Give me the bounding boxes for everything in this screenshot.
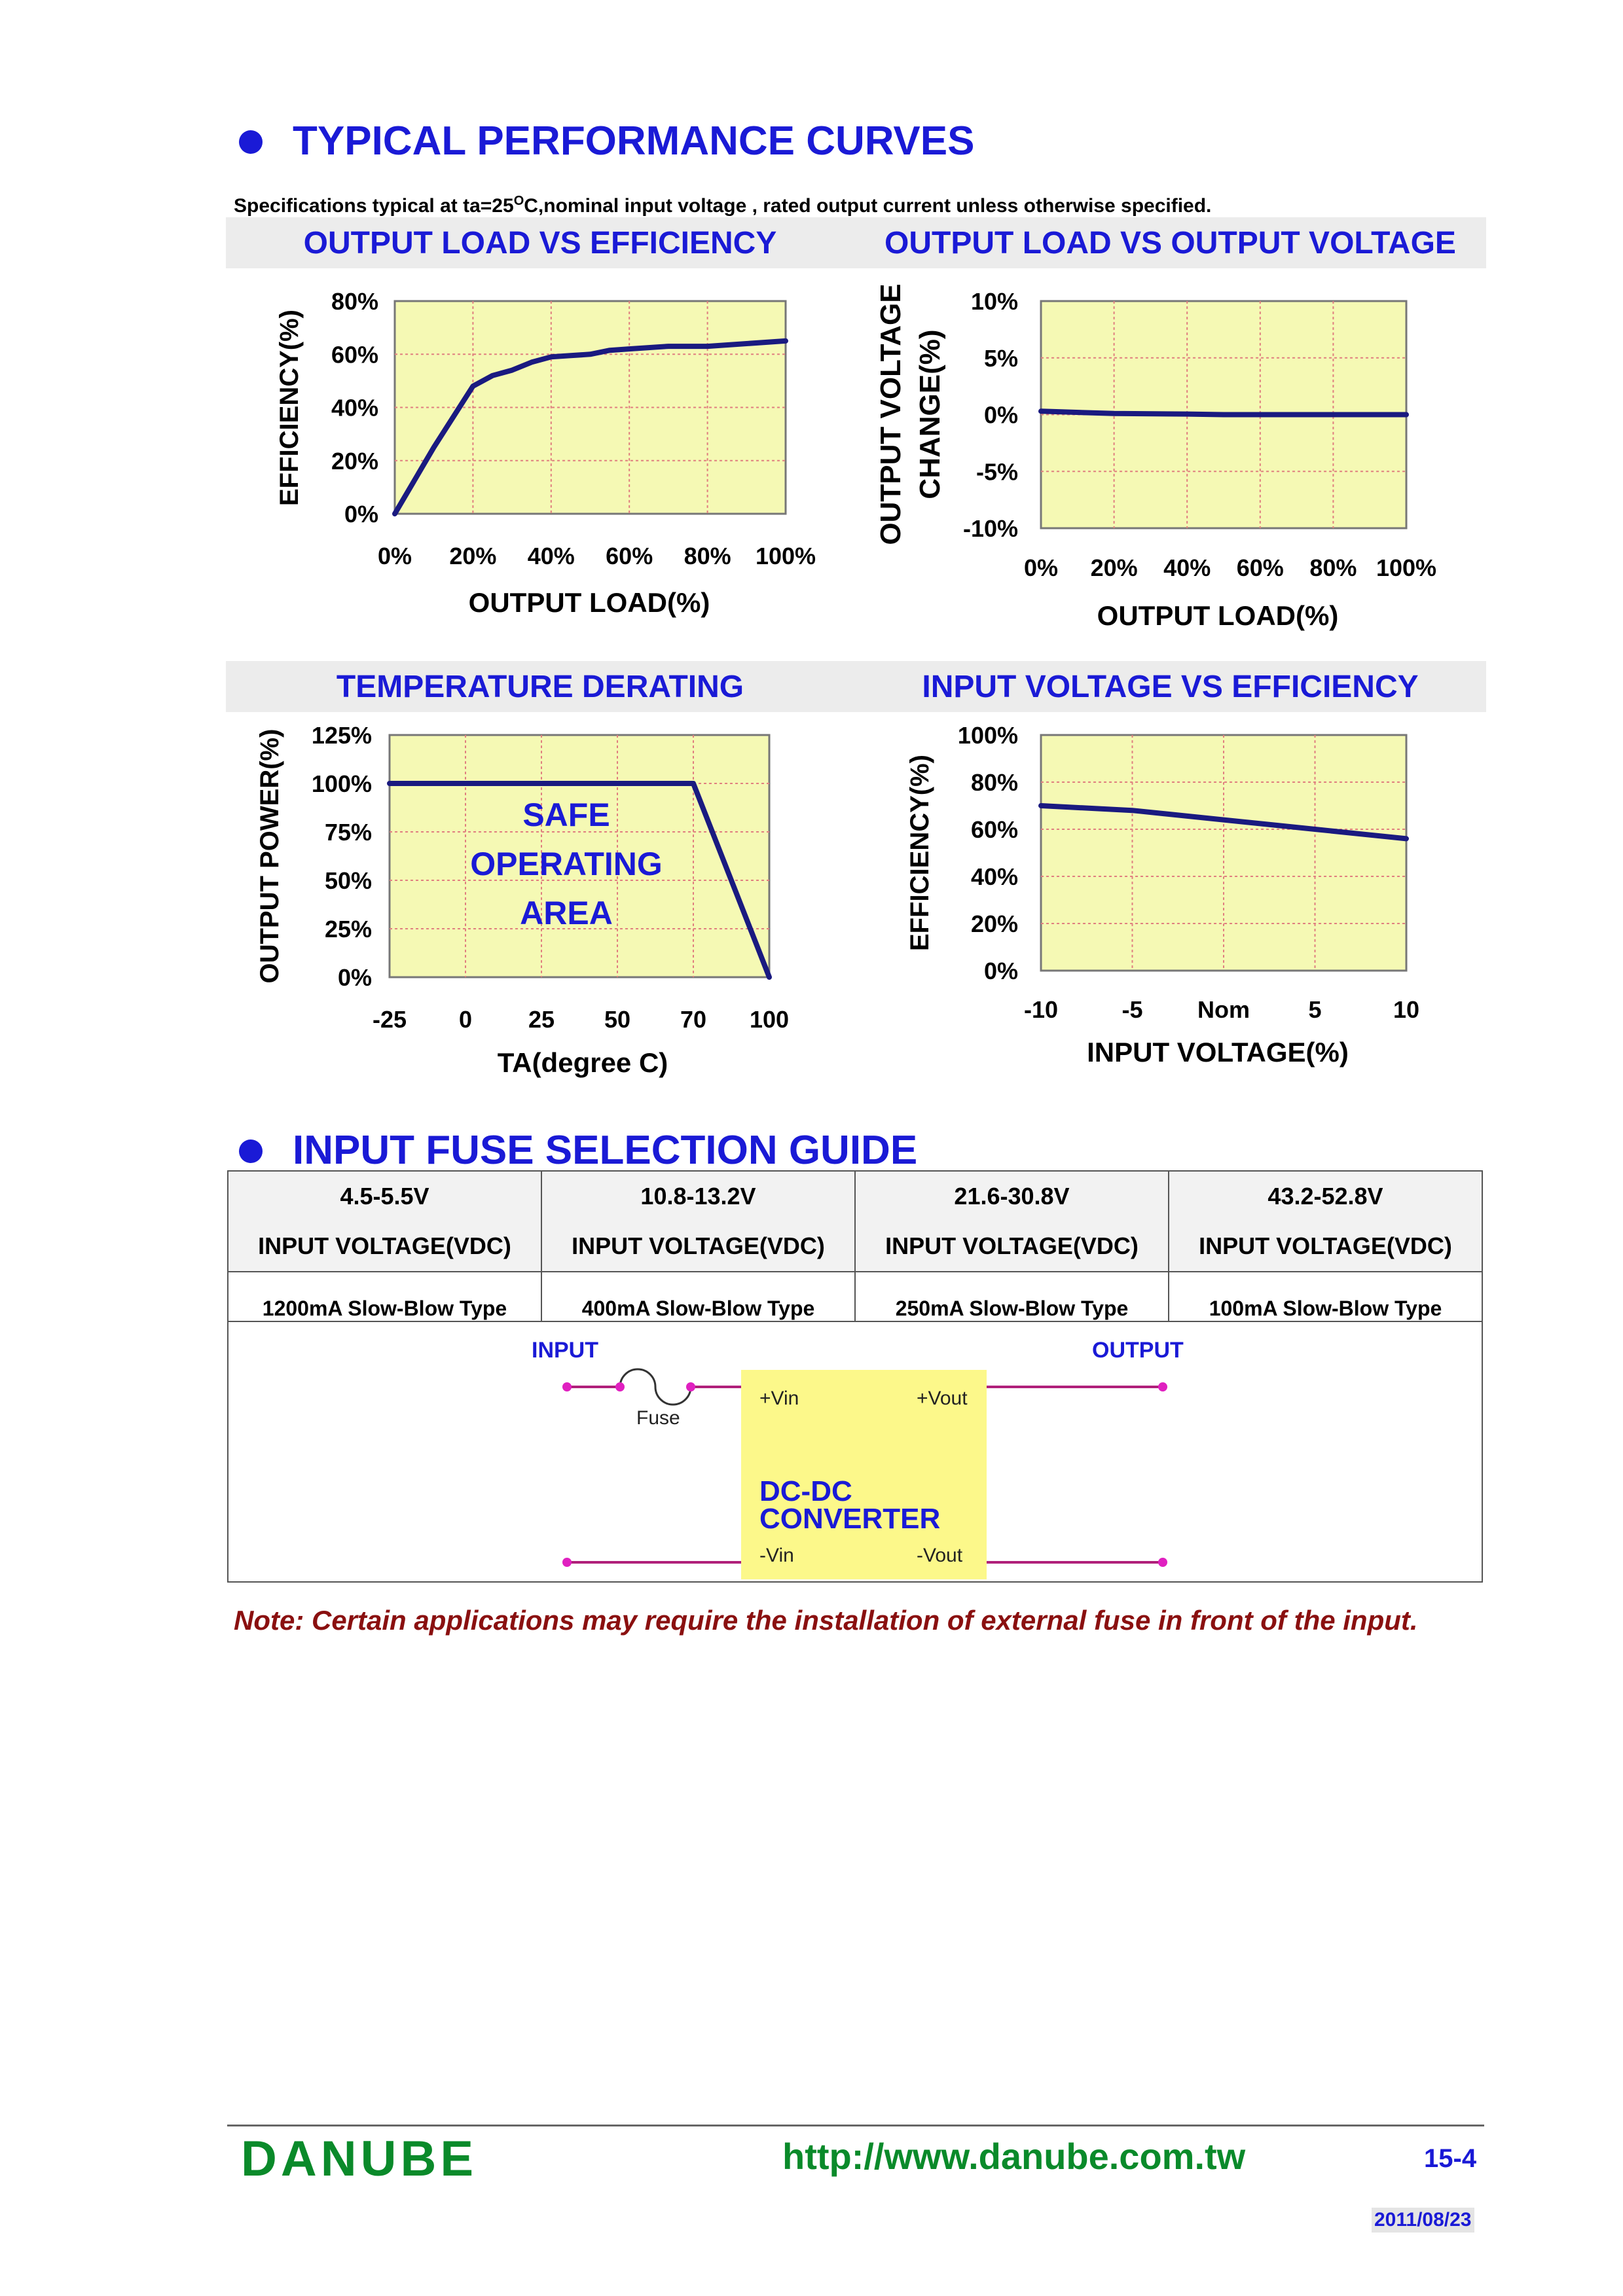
node-icon [686, 1382, 695, 1391]
x-tick-label: 80% [1309, 554, 1357, 581]
x-tick-label: 20% [449, 543, 497, 569]
chart-title-load-voltage: OUTPUT LOAD VS OUTPUT VOLTAGE [884, 226, 1456, 260]
table-cell [541, 1171, 855, 1272]
table-cell [228, 1171, 541, 1272]
table-cell: 1200mA Slow-Blow Type [228, 1272, 541, 1321]
x-tick-label: 0 [458, 1006, 473, 1033]
footer-url-link[interactable]: http://www.danube.com.tw [782, 2136, 1246, 2177]
y-axis-label: OUTPUT POWER(%) [255, 728, 284, 984]
circuit-output-label: OUTPUT [1092, 1338, 1184, 1363]
table-cell: 400mA Slow-Blow Type [541, 1272, 855, 1321]
x-tick-label: -5 [1122, 996, 1143, 1023]
x-tick-label: 60% [606, 543, 653, 569]
vout-minus-label: -Vout [917, 1545, 963, 1566]
x-axis-label: OUTPUT LOAD(%) [1097, 600, 1339, 631]
y-tick-label: 75% [324, 819, 372, 846]
x-tick-label: -25 [372, 1006, 407, 1033]
voltage-range: 21.6-30.8V [954, 1183, 1070, 1210]
section-title-performance: TYPICAL PERFORMANCE CURVES [293, 118, 975, 164]
y-tick-label: 0% [337, 964, 372, 991]
y-tick-label: 0% [983, 401, 1018, 429]
fuse-note: Note: Certain applications may require the installation of external fuse in front of the input. [234, 1605, 1418, 1636]
voltage-range: 43.2-52.8V [1267, 1183, 1383, 1210]
chart-title-load-efficiency: OUTPUT LOAD VS EFFICIENCY [303, 226, 777, 260]
node-icon [1158, 1382, 1167, 1391]
y-tick-label: -5% [976, 458, 1018, 486]
y-tick-label: 60% [331, 341, 378, 368]
y-tick-label: 40% [970, 863, 1018, 890]
x-tick-label: 100% [755, 543, 816, 569]
x-tick-label: 40% [527, 543, 575, 569]
y-tick-label: 25% [324, 916, 372, 942]
fuse-symbol-icon [620, 1369, 691, 1405]
circuit-input-label: INPUT [532, 1338, 598, 1363]
y-tick-label: 5% [983, 344, 1018, 372]
x-tick-label: 5 [1308, 996, 1322, 1023]
y-axis-label: CHANGE(%) [914, 329, 946, 499]
table-row-voltage [228, 1171, 1482, 1272]
x-tick-label: 0% [377, 543, 412, 569]
y-tick-label: 100% [957, 722, 1018, 749]
x-tick-label: 100 [749, 1006, 790, 1033]
y-tick-label: 40% [331, 394, 378, 422]
x-tick-label: 25 [528, 1006, 555, 1033]
node-icon [1158, 1558, 1167, 1567]
chart-title-temperature-derating: TEMPERATURE DERATING [336, 670, 744, 704]
y-tick-label: 20% [331, 447, 378, 475]
y-tick-label: -10% [962, 515, 1018, 542]
x-axis-label: OUTPUT LOAD(%) [468, 587, 710, 618]
x-tick-label: 10 [1393, 996, 1420, 1023]
page-number: 15-4 [1424, 2144, 1477, 2173]
y-tick-label: 0% [983, 958, 1018, 984]
x-tick-label: Nom [1197, 996, 1250, 1023]
x-axis-label: INPUT VOLTAGE(%) [1087, 1037, 1349, 1067]
section-title-fuse: INPUT FUSE SELECTION GUIDE [293, 1128, 918, 1173]
y-tick-label: 125% [311, 722, 372, 749]
node-icon [562, 1558, 572, 1567]
y-tick-label: 10% [970, 288, 1018, 315]
x-tick-label: 50 [604, 1006, 631, 1033]
chart-title-input-voltage-efficiency: INPUT VOLTAGE VS EFFICIENCY [922, 670, 1419, 704]
brand-logo: DANUBE [241, 2131, 478, 2187]
converter-label-line2: CONVERTER [759, 1503, 941, 1535]
x-tick-label: 20% [1090, 554, 1138, 581]
vin-minus-label: -Vin [759, 1545, 794, 1566]
fuse-label: Fuse [636, 1407, 680, 1429]
x-tick-label: 60% [1236, 554, 1284, 581]
y-tick-label: 80% [331, 288, 378, 315]
y-axis-label: EFFICIENCY(%) [275, 310, 304, 506]
y-tick-label: 60% [970, 816, 1018, 843]
voltage-label: INPUT VOLTAGE(VDC) [572, 1232, 825, 1259]
y-axis-label: OUTPUT VOLTAGE [875, 283, 907, 545]
spec-prefix: Specifications typical at ta=25 [234, 195, 514, 217]
x-tick-label: 70 [680, 1006, 707, 1033]
vin-plus-label: +Vin [759, 1388, 799, 1409]
y-tick-label: 80% [970, 769, 1018, 796]
footer-divider [227, 2125, 1484, 2126]
footer-date: 2011/08/23 [1372, 2208, 1474, 2233]
y-tick-label: 0% [344, 501, 378, 528]
y-axis-label: EFFICIENCY(%) [905, 755, 934, 951]
converter-label [759, 1475, 941, 1535]
table-row-fuse [228, 1272, 1482, 1321]
node-icon [615, 1382, 625, 1391]
x-tick-label: 40% [1163, 554, 1211, 581]
spec-sup: O [513, 194, 524, 208]
table-cell: 100mA Slow-Blow Type [1169, 1272, 1482, 1321]
chart-annotation: AREA [520, 895, 613, 931]
y-tick-label: 50% [324, 867, 372, 894]
x-tick-label: 80% [684, 543, 731, 569]
voltage-label: INPUT VOLTAGE(VDC) [885, 1232, 1139, 1259]
voltage-label: INPUT VOLTAGE(VDC) [1199, 1232, 1452, 1259]
table-cell [855, 1171, 1169, 1272]
voltage-label: INPUT VOLTAGE(VDC) [258, 1232, 511, 1259]
chart-annotation: OPERATING [470, 846, 663, 882]
chart-annotation: SAFE [522, 797, 610, 833]
x-tick-label: 0% [1023, 554, 1059, 581]
voltage-range: 10.8-13.2V [640, 1183, 756, 1210]
y-tick-label: 100% [311, 770, 372, 797]
x-tick-label: -10 [1023, 996, 1059, 1023]
table-cell: 250mA Slow-Blow Type [855, 1272, 1169, 1321]
section-bullet-icon-2 [239, 1139, 263, 1163]
charts-canvas [0, 0, 1623, 1126]
x-axis-label: TA(degree C) [497, 1047, 668, 1078]
x-tick-label: 100% [1376, 554, 1437, 581]
converter-label-line1: DC-DC [759, 1475, 852, 1507]
spec-suffix: C,nominal input voltage , rated output current unless otherwise specified. [524, 195, 1212, 217]
circuit-wires [0, 1342, 1623, 1604]
voltage-range: 4.5-5.5V [340, 1183, 429, 1210]
y-tick-label: 20% [970, 910, 1018, 937]
vout-plus-label: +Vout [917, 1388, 968, 1409]
table-cell [1169, 1171, 1482, 1272]
node-icon [562, 1382, 572, 1391]
